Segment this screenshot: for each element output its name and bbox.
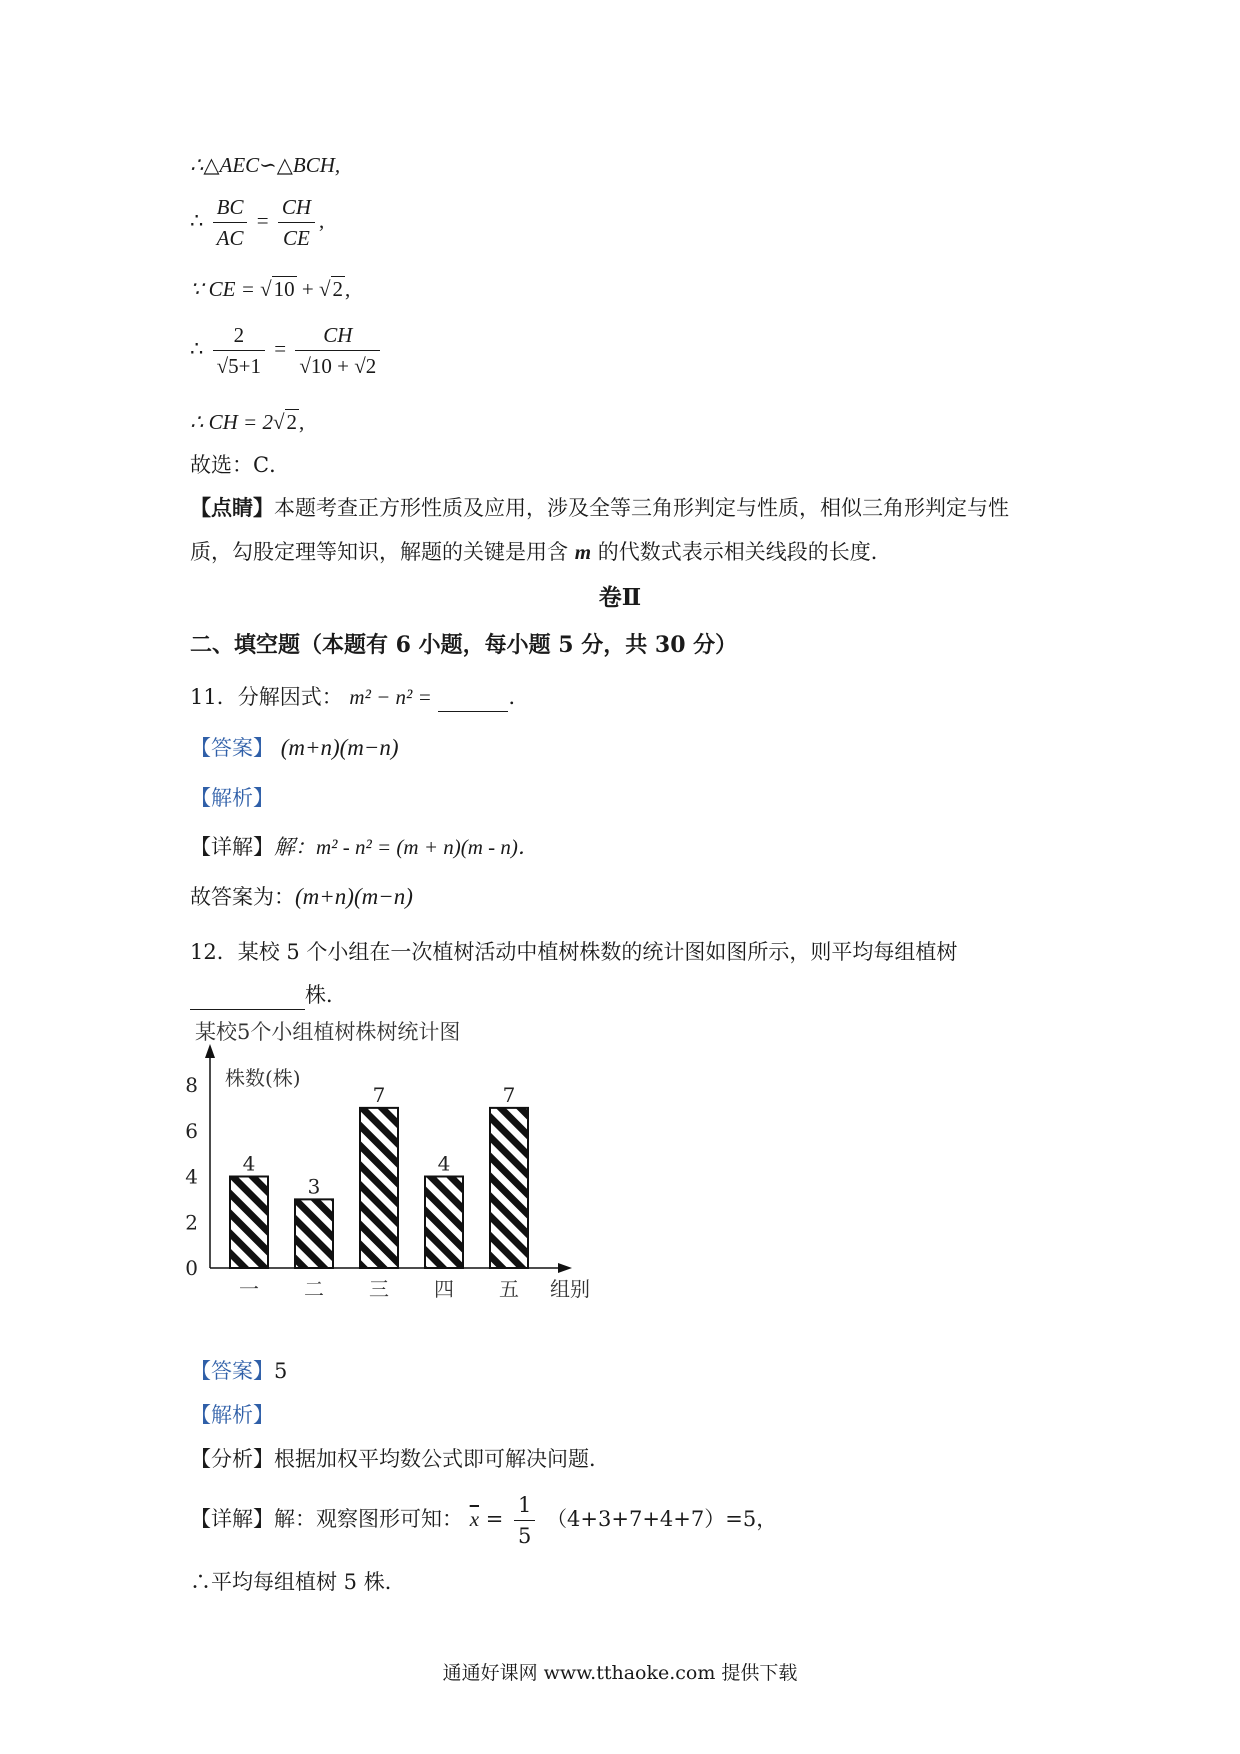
detail-label: 【详解】 xyxy=(190,1507,274,1531)
plus-sign: + xyxy=(337,354,349,378)
fraction-bc-ac xyxy=(213,192,248,253)
fraction-2-over-sqrt5-plus-1 xyxy=(213,320,265,381)
radicand: 2 xyxy=(365,354,377,378)
radicand: 2 xyxy=(286,410,297,434)
q12-stem-end-text: 株． xyxy=(305,983,347,1007)
bar-value-label: 4 xyxy=(437,1151,451,1176)
q11-detail xyxy=(190,832,539,862)
q12-stem: 12．某校 5 个小组在一次植树活动中植树株数的统计图如图所示，则平均每组植树 xyxy=(190,940,958,964)
fraction-ch-over-sum xyxy=(295,320,380,381)
bar-5 xyxy=(490,1108,528,1268)
fraction-denominator: √10 + √2 xyxy=(295,350,380,381)
fraction-ch-ce xyxy=(278,192,315,253)
y-axis-arrow xyxy=(205,1044,215,1058)
therefore-symbol: ∴ xyxy=(190,336,204,361)
fraction-numerator: CH xyxy=(323,323,353,347)
q11-stem xyxy=(190,682,529,712)
fenxi-label: 【分析】 xyxy=(190,1447,274,1471)
q12-conclusion: ∴平均每组植树 5 株． xyxy=(190,1570,406,1594)
footer: 通通好课网 www.tthaoke.com 提供下载 xyxy=(442,1662,798,1684)
note-text: 质，勾股定理等知识，解题的关键是用含 xyxy=(190,540,568,564)
note-line-1 xyxy=(190,493,1009,523)
fraction-denominator: √5+1 xyxy=(213,350,265,381)
q12-detail xyxy=(190,1490,777,1551)
equals-sign: = xyxy=(274,336,287,361)
bar-2 xyxy=(295,1199,333,1268)
ch-result: ∴ CH = 2 xyxy=(190,410,273,434)
q12-analysis-label: 【解析】 xyxy=(190,1403,274,1427)
q11-analysis-label: 【解析】 xyxy=(190,786,274,810)
sqrt-2: √2 xyxy=(272,410,297,434)
x-axis-arrow xyxy=(558,1263,572,1273)
bar-value-label: 4 xyxy=(242,1151,256,1176)
y-tick-label: 4 xyxy=(185,1164,198,1189)
q11-stem-text: 11．分解因式： xyxy=(190,685,343,709)
equals-sign: = xyxy=(256,208,269,233)
fraction-numerator: CH xyxy=(281,195,311,219)
note-label: 【点睛】 xyxy=(190,495,274,520)
answer-value: (m+n)(m−n) xyxy=(280,735,399,760)
radicand: 10 xyxy=(273,277,295,301)
fenxi-text: 根据加权平均数公式即可解决问题． xyxy=(274,1447,610,1471)
bar-1 xyxy=(230,1177,268,1269)
y-tick-label: 6 xyxy=(185,1118,198,1143)
answer-value: 5 xyxy=(274,1359,288,1383)
q12-answer xyxy=(190,1356,287,1386)
mean-symbol: $\overline{x}$ xyxy=(469,1507,480,1531)
final-answer: (m+n)(m−n) xyxy=(295,884,413,909)
similarity-statement: ∴△AEC∽△BCH, xyxy=(190,153,341,177)
proof-line-3 xyxy=(190,274,350,304)
proof-line-5 xyxy=(190,407,304,437)
period: ． xyxy=(508,685,530,709)
q12-fenxi xyxy=(190,1444,610,1474)
equals-sign: = xyxy=(485,1507,504,1531)
note-text: 本题考查正方形性质及应用，涉及全等三角形判定与性质，相似三角形判定与性 xyxy=(274,496,1009,520)
therefore-symbol: ∴ xyxy=(190,208,204,233)
proof-line-4 xyxy=(190,320,384,381)
detail-text: 解：m² - n² = (m + n)(m - n)． xyxy=(274,835,539,859)
fraction-denominator: 5 xyxy=(514,1520,535,1551)
x-tick-label: 五 xyxy=(499,1277,519,1301)
x-tick-label: 一 xyxy=(239,1277,259,1301)
q11-answer xyxy=(190,733,399,763)
bar-value-label: 7 xyxy=(372,1082,386,1107)
fraction-numerator: BC xyxy=(216,195,244,219)
fraction-numerator: 1 xyxy=(518,1493,532,1517)
detail-calculation: （4+3+7+4+7）=5， xyxy=(546,1507,778,1531)
answer-label: 【答案】 xyxy=(190,736,274,760)
detail-label: 【详解】 xyxy=(190,835,274,859)
note-text: 的代数式表示相关线段的长度． xyxy=(597,540,892,564)
detail-prefix: 解：观察图形可知： xyxy=(274,1507,463,1531)
y-axis-label: 株数(株) xyxy=(225,1066,301,1090)
x-tick-label: 二 xyxy=(304,1277,324,1301)
radicand: 10 xyxy=(310,354,332,378)
answer-label: 【答案】 xyxy=(190,1359,274,1383)
proof-line-1 xyxy=(190,150,340,180)
section-title: 二、填空题（本题有 6 小题，每小题 5 分，共 30 分） xyxy=(190,632,738,658)
bar-chart xyxy=(180,1010,620,1320)
final-prefix: 故答案为： xyxy=(190,885,295,909)
proof-line-2 xyxy=(190,192,324,253)
answer-blank xyxy=(190,985,305,1010)
ce-statement: ∵ CE = xyxy=(190,277,255,301)
x-tick-label: 四 xyxy=(434,1277,454,1301)
fraction-one-fifth xyxy=(514,1490,535,1551)
q11-final xyxy=(190,882,413,912)
plus-one: +1 xyxy=(238,354,261,378)
radicand: 2 xyxy=(332,277,344,301)
fraction-denominator: AC xyxy=(213,222,248,253)
volume-heading: 卷Ⅱ xyxy=(598,584,642,611)
y-tick-label: 0 xyxy=(185,1256,198,1280)
x-tick-label: 三 xyxy=(369,1277,389,1301)
radicand: 5 xyxy=(228,354,239,378)
y-tick-label: 2 xyxy=(185,1210,198,1235)
bar-4 xyxy=(425,1177,463,1269)
fraction-denominator: CE xyxy=(278,222,315,253)
comma: , xyxy=(299,410,305,434)
sqrt-10: √10 xyxy=(260,277,295,301)
sqrt-2: √2 xyxy=(319,277,344,301)
y-tick-label: 8 xyxy=(185,1073,198,1097)
bar-value-label: 7 xyxy=(502,1082,516,1107)
q12-stem-end xyxy=(190,980,347,1010)
comma: , xyxy=(319,208,325,233)
answer-blank xyxy=(438,687,508,712)
chart-title: 某校5个小组植树株树统计图 xyxy=(195,1020,461,1044)
plus-sign: + xyxy=(301,277,314,301)
x-axis-label: 组别 xyxy=(550,1277,590,1301)
bar-value-label: 3 xyxy=(307,1174,321,1199)
choice-line: 故选：C． xyxy=(190,453,291,477)
comma: , xyxy=(345,277,351,301)
q11-expression: m² − n² = xyxy=(349,685,432,709)
bar-3 xyxy=(360,1108,398,1268)
variable-m: m xyxy=(574,540,592,564)
fraction-numerator: 2 xyxy=(233,323,245,347)
note-line-2 xyxy=(190,537,892,567)
